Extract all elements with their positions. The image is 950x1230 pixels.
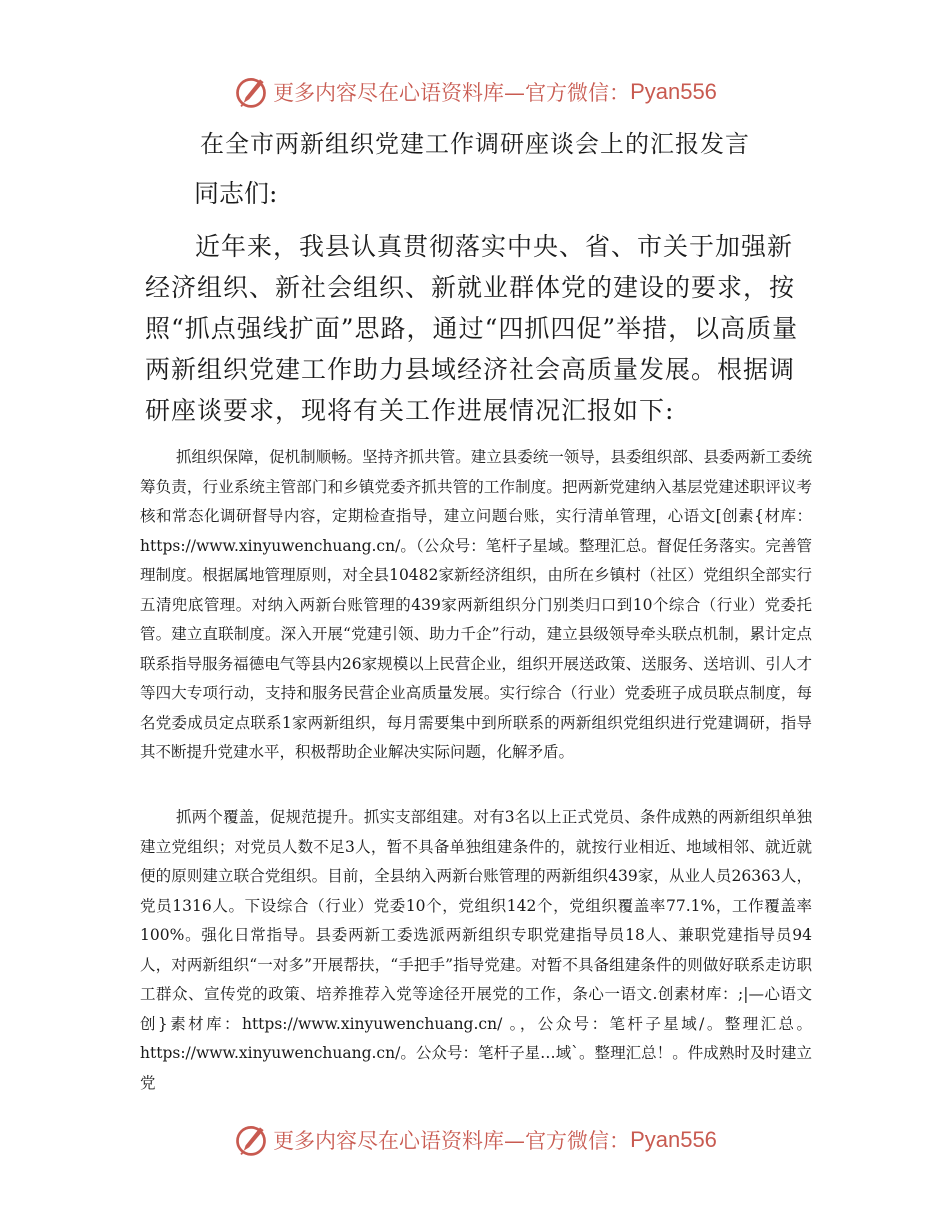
banner-text: 更多内容尽在心语资料库— <box>273 1129 526 1153</box>
intro-paragraph: 近年来，我县认真贯彻落实中央、省、市关于加强新经济组织、新社会组织、新就业群体党的建设的要求，按照“抓点强线扩面”思路，通过“四抓四促”举措，以高质量两新组织党建工作助力县域经济社会高质量发展。根据调研座谈要求，现将有关工作进展情况汇报如下: <box>145 232 799 425</box>
body-paragraph-2: 抓两个覆盖，促规范提升。抓实支部组建。对有3名以上正式党员、条件成熟的两新组织单独建立党组织；对党员人数不足3人，暂不具备单独组建条件的，就按行业相近、地域相邻、就近就便的原则建立联合党组织。目前，全县纳入两新台账管理的两新组织439家，从业人员26363人，党员1316人。下设综合（行业）党委10个，党组织142个，党组织覆盖率77.1%，工作覆盖率100%。强化日常指导。县委两新工委选派两新组织专职党建指导员18人、兼职党建指导员94人，对两新组织“一对多”开展帮扶，“手把手”指导党建。对暂不具备组建条件的则做好联系走访职工群众、宣传党的政策、培养推荐入党等途径开展党的工作，条心一语文.创素材库：;|—心语文创}素材库：https://www.xinyuwenchuang.cn/ 。，公众号：笔杆子星域/。整理汇总。https://www.xinyuwenchuang.cn/。公众号：笔杆子星…域`。整理汇总！。件成熟时及时建立党 <box>140 808 812 1092</box>
banner-text: 更多内容尽在心语资料库— <box>273 81 526 105</box>
document-title: 在全市两新组织党建工作调研座谈会上的汇报发言 <box>200 130 750 158</box>
quill-pen-logo-icon <box>233 74 269 110</box>
banner-wechat-label: 官方微信： <box>525 81 631 105</box>
quill-pen-logo-icon <box>233 1122 269 1158</box>
greeting: 同志们: <box>194 179 278 208</box>
banner-wechat-label: 官方微信： <box>525 1129 631 1153</box>
footer-banner <box>0 1120 950 1160</box>
body-paragraph-1: 抓组织保障，促机制顺畅。坚持齐抓共管。建立县委统一领导，县委组织部、县委两新工委统筹负责，行业系统主管部门和乡镇党委齐抓共管的工作制度。把两新党建纳入基层党建述职评议考核和常态化调研督导内容，定期检查指导，建立问题台账，实行清单管理，心语文[创素{材库：https://www.xinyuwenchuang.cn/。（公众号：笔杆子星域。整理汇总。督促任务落实。完善管理制度。根据属地管理原则，对全县10482家新经济组织，由所在乡镇村（社区）党组织全部实行五清兜底管理。对纳入两新台账管理的439家两新组织分门别类归口到10个综合（行业）党委托管。建立直联制度。深入开展“党建引领、助力千企”行动，建立县级领导牵头联点机制，累计定点联系指导服务福德电气等县内26家规模以上民营企业，组织开展送政策、送服务、送培训、引人才等四大专项行动，支持和服务民营企业高质量发展。实行综合（行业）党委班子成员联点制度，每名党委成员定点联系1家两新组织，每月需要集中到所联系的两新组织党组织进行党建调研，指导其不断提升党建水平，积极帮助企业解决实际问题，化解矛盾。 <box>140 448 812 761</box>
banner-wechat-id: Pyan556 <box>630 79 717 104</box>
banner-wechat-id: Pyan556 <box>630 1127 717 1152</box>
header-banner <box>0 72 950 112</box>
